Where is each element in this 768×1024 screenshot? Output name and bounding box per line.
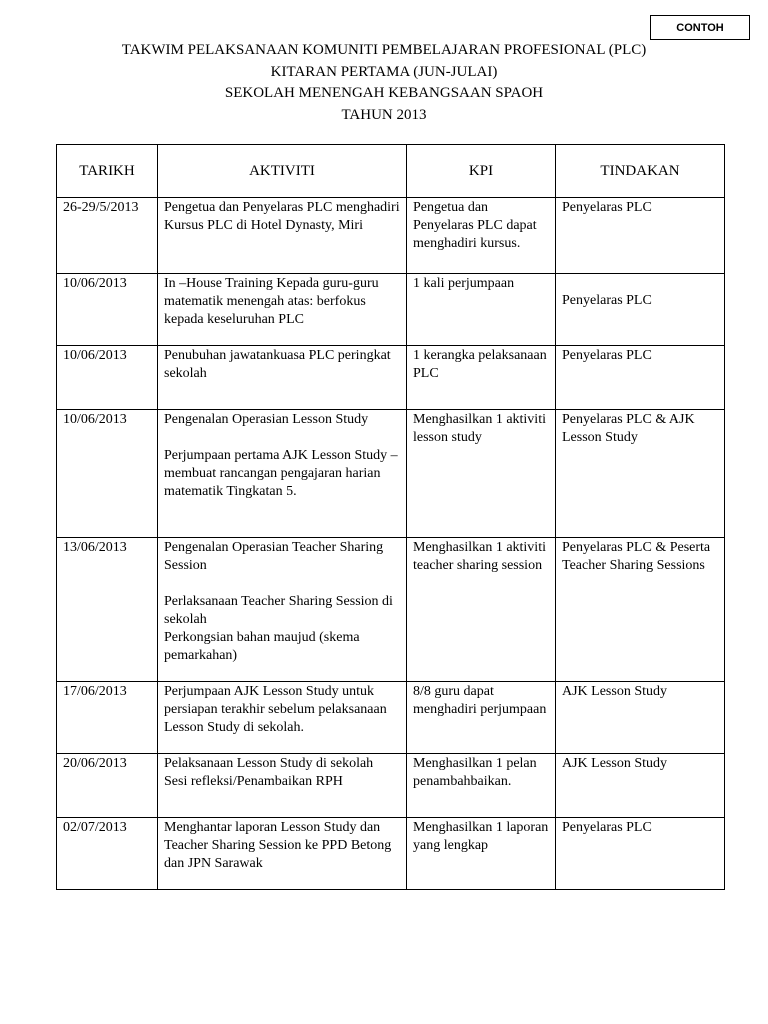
cell-tarikh: 13/06/2013 [57,538,158,682]
document-title [0,40,768,126]
aktiviti-line: Perlaksanaan Teacher Sharing Session di sekolah [164,594,393,627]
cell-tarikh: 20/06/2013 [57,754,158,818]
cell-kpi: Menghasilkan 1 laporan yang lengkap [407,818,556,890]
column-header-kpi: KPI [407,145,556,198]
cell-tindakan: Penyelaras PLC [556,818,725,890]
cell-tarikh: 17/06/2013 [57,682,158,754]
cell-tindakan: Penyelaras PLC [556,198,725,274]
cell-tarikh: 10/06/2013 [57,274,158,346]
cell-tarikh: 10/06/2013 [57,410,158,538]
cell-kpi: Menghasilkan 1 aktiviti teacher sharing session [407,538,556,682]
cell-kpi: 8/8 guru dapat menghadiri perjumpaan [407,682,556,754]
cell-kpi: Menghasilkan 1 aktiviti lesson study [407,410,556,538]
table-row [57,198,725,274]
aktiviti-line: Pengenalan Operasian Teacher Sharing Session [164,540,384,573]
cell-tindakan: Penyelaras PLC [556,346,725,410]
cell-aktiviti: In –House Training Kepada guru-guru matematik menengah atas: berfokus kepada keseluruhan PLC [158,274,407,346]
sample-stamp: CONTOH [650,15,750,40]
table-row [57,410,725,538]
cell-tindakan: AJK Lesson Study [556,754,725,818]
title-line-1: TAKWIM PELAKSANAAN KOMUNITI PEMBELAJARAN PROFESIONAL (PLC) [121,42,647,58]
cell-aktiviti: Perjumpaan AJK Lesson Study untuk persiapan terakhir sebelum pelaksanaan Lesson Study di sekolah. [158,682,407,754]
title-line-3: SEKOLAH MENENGAH KEBANGSAAN SPAOH [224,85,544,101]
schedule-table [56,144,725,890]
cell-tindakan: Penyelaras PLC & Peserta Teacher Sharing Sessions [556,538,725,682]
table-row [57,538,725,682]
cell-kpi: Menghasilkan 1 pelan penambahbaikan. [407,754,556,818]
table-row [57,346,725,410]
aktiviti-line: Perkongsian bahan maujud (skema pemarkahan) [164,630,360,663]
cell-aktiviti: Penubuhan jawatankuasa PLC peringkat sekolah [158,346,407,410]
cell-kpi: 1 kali perjumpaan [407,274,556,346]
column-header-tarikh: TARIKH [57,145,158,198]
cell-tindakan: Penyelaras PLC & AJK Lesson Study [556,410,725,538]
cell-kpi: 1 kerangka pelaksanaan PLC [407,346,556,410]
column-header-tindakan: TINDAKAN [556,145,725,198]
cell-kpi: Pengetua dan Penyelaras PLC dapat menghadiri kursus. [407,198,556,274]
column-header-aktiviti: AKTIVITI [158,145,407,198]
title-line-2: KITARAN PERTAMA (JUN-JULAI) [270,63,498,80]
aktiviti-line: Pelaksanaan Lesson Study di sekolah [164,756,374,771]
title-line-4: TAHUN 2013 [341,106,427,123]
table-row [57,818,725,890]
aktiviti-line: Pengenalan Operasian Lesson Study [164,412,369,427]
aktiviti-line: Perjumpaan pertama AJK Lesson Study – membuat rancangan pengajaran harian matematik Tingkatan 5. [164,448,398,499]
cell-aktiviti [158,538,407,682]
cell-tarikh: 02/07/2013 [57,818,158,890]
table-row [57,274,725,346]
cell-tarikh: 10/06/2013 [57,346,158,410]
cell-aktiviti: Menghantar laporan Lesson Study dan Teacher Sharing Session ke PPD Betong dan JPN Sarawak [158,818,407,890]
table-row [57,754,725,818]
cell-tindakan: AJK Lesson Study [556,682,725,754]
cell-tarikh: 26-29/5/2013 [57,198,158,274]
cell-aktiviti [158,754,407,818]
aktiviti-line: Sesi refleksi/Penambaikan RPH [164,774,343,789]
table-header-row [57,145,725,198]
cell-aktiviti [158,410,407,538]
cell-tindakan: Penyelaras PLC [556,274,725,346]
cell-aktiviti: Pengetua dan Penyelaras PLC menghadiri Kursus PLC di Hotel Dynasty, Miri [158,198,407,274]
table-row [57,682,725,754]
